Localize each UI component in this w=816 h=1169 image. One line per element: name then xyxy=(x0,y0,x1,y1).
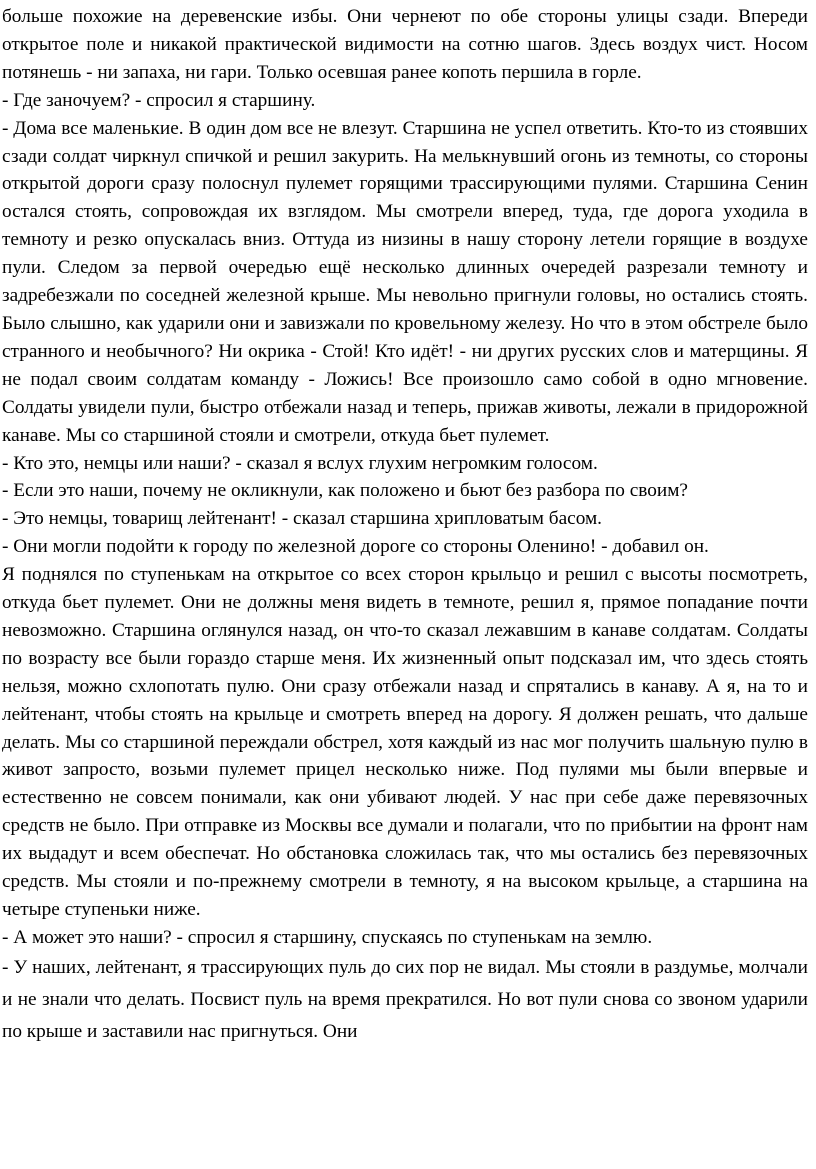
paragraph-3: - Дома все маленькие. В один дом все не влезут. Старшина не успел ответить. Кто-то из стоявших сзади солдат чиркнул спичкой и решил закурить. На мелькнувший огонь из темноты, со стороны открытой дороги сразу полоснул пулемет горящими трассирующими пулями. Старшина Сенин остался стоять, сопровождая их взглядом. Мы смотрели вперед, туда, где дорога уходила в темноту и резко опускалась вниз. Оттуда из низины в нашу сторону летели горящие в воздухе пули. Следом за первой очередью ещё несколько длинных очередей разрезали темноту и задребезжали по соседней железной крыше. Мы невольно пригнули головы, но остались стоять. Было слышно, как ударили они и завизжали по кровельному железу. Но что в этом обстреле было странного и необычного? Ни окрика - Стой! Кто идёт! - ни других русских слов и матерщины. Я не подал своим солдатам команду - Ложись! Все произошло само собой в одно мгновение. Солдаты увидели пули, быстро отбежали назад и теперь, прижав животы, лежали в придорожной канаве. Мы со старшиной стояли и смотрели, откуда бьет пулемет. xyxy=(2,117,808,446)
paragraph-8: Я поднялся по ступенькам на открытое со всех сторон крыльцо и решил с высоты посмотреть, откуда бьет пулемет. Они не должны меня видеть в темноте, решил я, прямое попадание почти невозможно. Старшина оглянулся назад, он что-то сказал лежавшим в канаве солдатам. Солдаты по возрасту все были гораздо старше меня. Их жизненный опыт подсказал им, что здесь стоять нельзя, можно схлопотать пулю. Они сразу отбежали назад и спрятались в канаву. А я, на то и лейтенант, чтобы стоять на крыльце и смотреть вперед на дорогу. Я должен решать, что дальше делать. Мы со старшиной переждали обстрел, хотя каждый из нас мог получить шальную пулю в живот запросто, возьми пулемет прицел несколько ниже. Под пулями мы были впервые и естественно не совсем понимали, как они убивают людей. У нас при себе даже перевязочных средств не было. При отправке из Москвы все думали и полагали, что по прибытии на фронт нам их выдадут и всем обеспечат. Но обстановка сложилась так, что мы остались без перевязочных средств. Мы стояли и по-прежнему смотрели в темноту, я на высоком крыльце, а старшина на четыре ступеньки ниже. xyxy=(2,564,808,920)
paragraph-10: - У наших, лейтенант, я трассирующих пуль до сих пор не видал. Мы стояли в раздумье, молчали и не знали что делать. Посвист пуль на время прекратился. Но вот пули снова со звоном ударили по крыше и заставили нас пригнуться. Они xyxy=(2,956,808,1042)
paragraph-4: - Кто это, немцы или наши? - сказал я вслух глухим негромким голосом. xyxy=(2,452,598,474)
paragraph-6: - Это немцы, товарищ лейтенант! - сказал старшина хрипловатым басом. xyxy=(2,508,602,530)
paragraph-1: больше похожие на деревенские избы. Они чернеют по обе стороны улицы сзади. Впереди открытое поле и никакой практической видимости на сотню шагов. Здесь воздух чист. Носом потянешь - ни запаха, ни гари. Только осевшая ранее копоть першила в горле. xyxy=(2,6,808,83)
paragraph-5: - Если это наши, почему не окликнули, как положено и бьют без разбора по своим? xyxy=(2,480,688,502)
paragraph-2: - Где заночуем? - спросил я старшину. xyxy=(2,89,316,111)
paragraph-7: - Они могли подойти к городу по железной дороге со стороны Оленино! - добавил он. xyxy=(2,536,709,558)
paragraph-9: - А может это наши? - спросил я старшину, спускаясь по ступенькам на землю. xyxy=(2,926,653,948)
